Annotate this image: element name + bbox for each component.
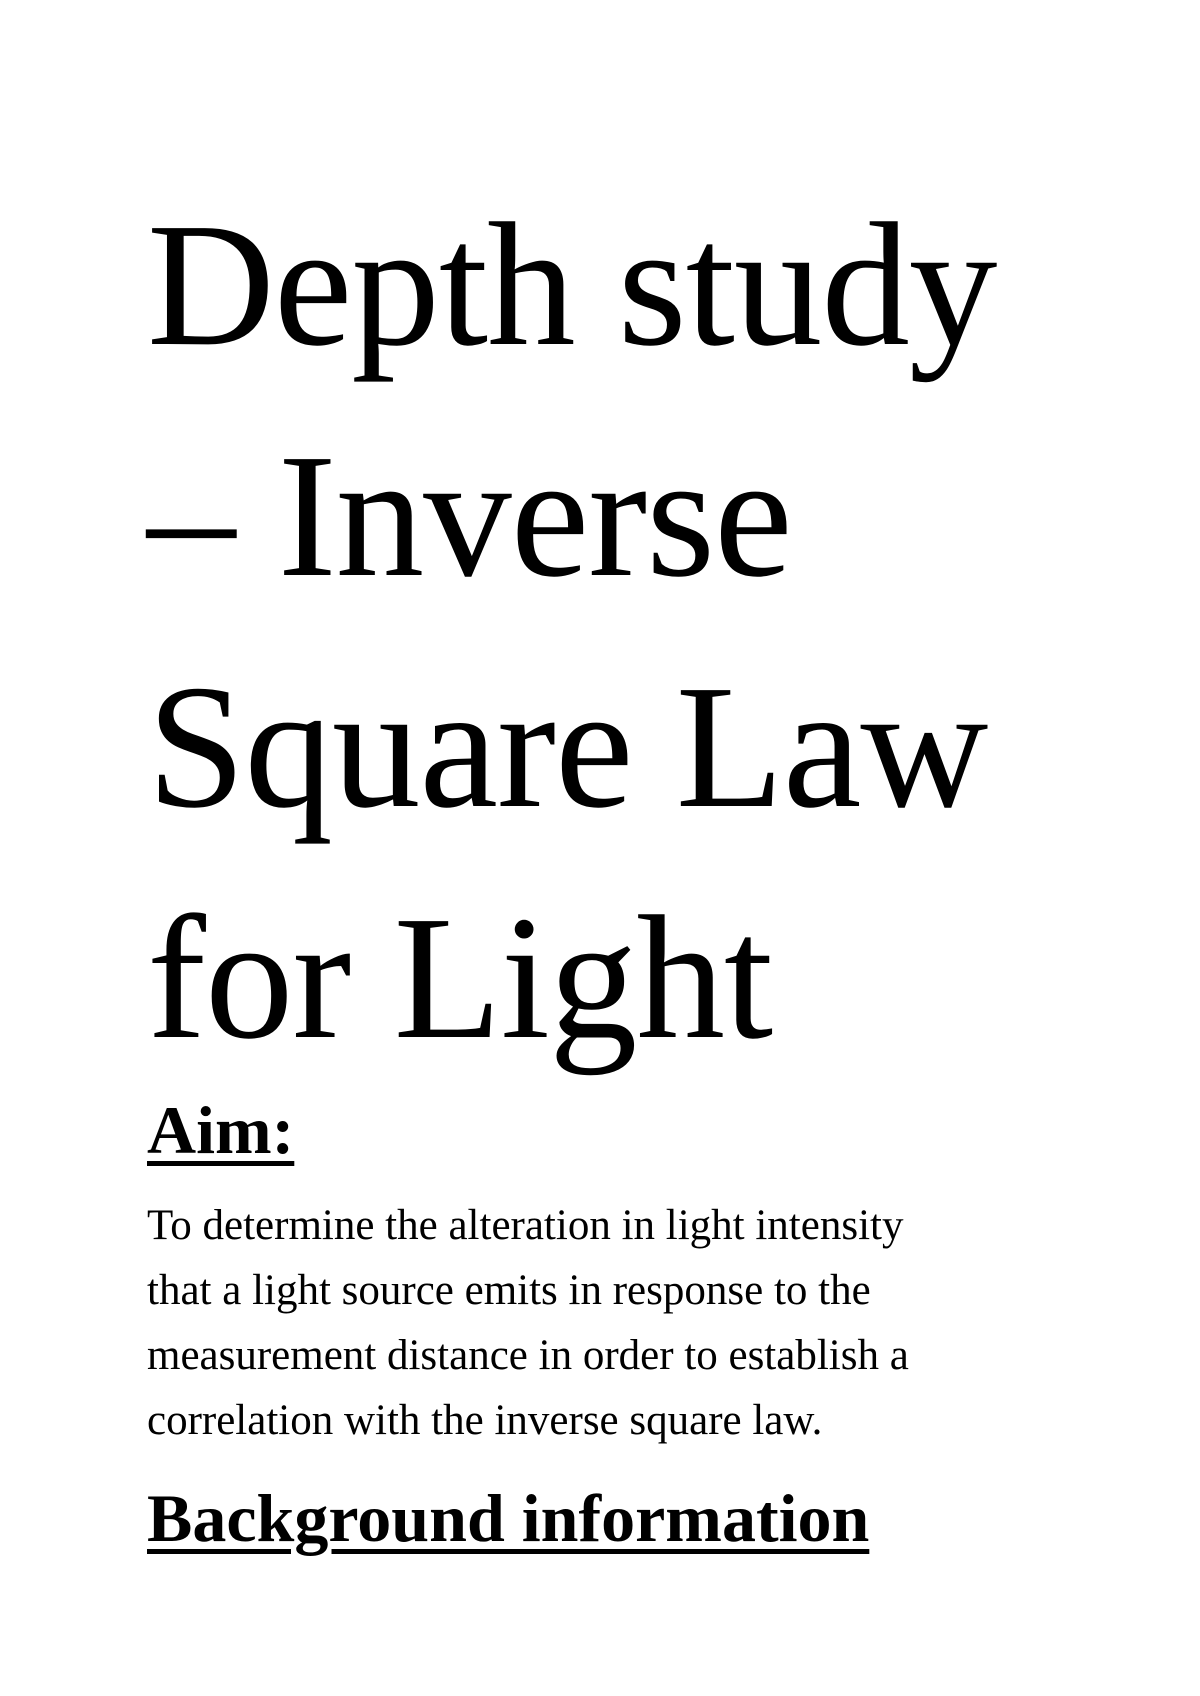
background-heading: Background information [147,1480,870,1556]
aim-heading: Aim: [147,1092,295,1168]
aim-line: To determine the alteration in light intensity [147,1202,904,1249]
document-title [147,170,1087,1094]
aim-line: that a light source emits in response to the [147,1267,871,1314]
title-line: Depth study [147,187,997,383]
aim-paragraph [147,1193,1047,1453]
title-line: Square Law [147,649,988,845]
aim-line: measurement distance in order to establish a [147,1332,909,1379]
aim-line: correlation with the inverse square law. [147,1397,823,1444]
title-line: – Inverse [147,418,792,614]
document-page [147,0,1087,1696]
title-line: for Light [147,880,773,1076]
